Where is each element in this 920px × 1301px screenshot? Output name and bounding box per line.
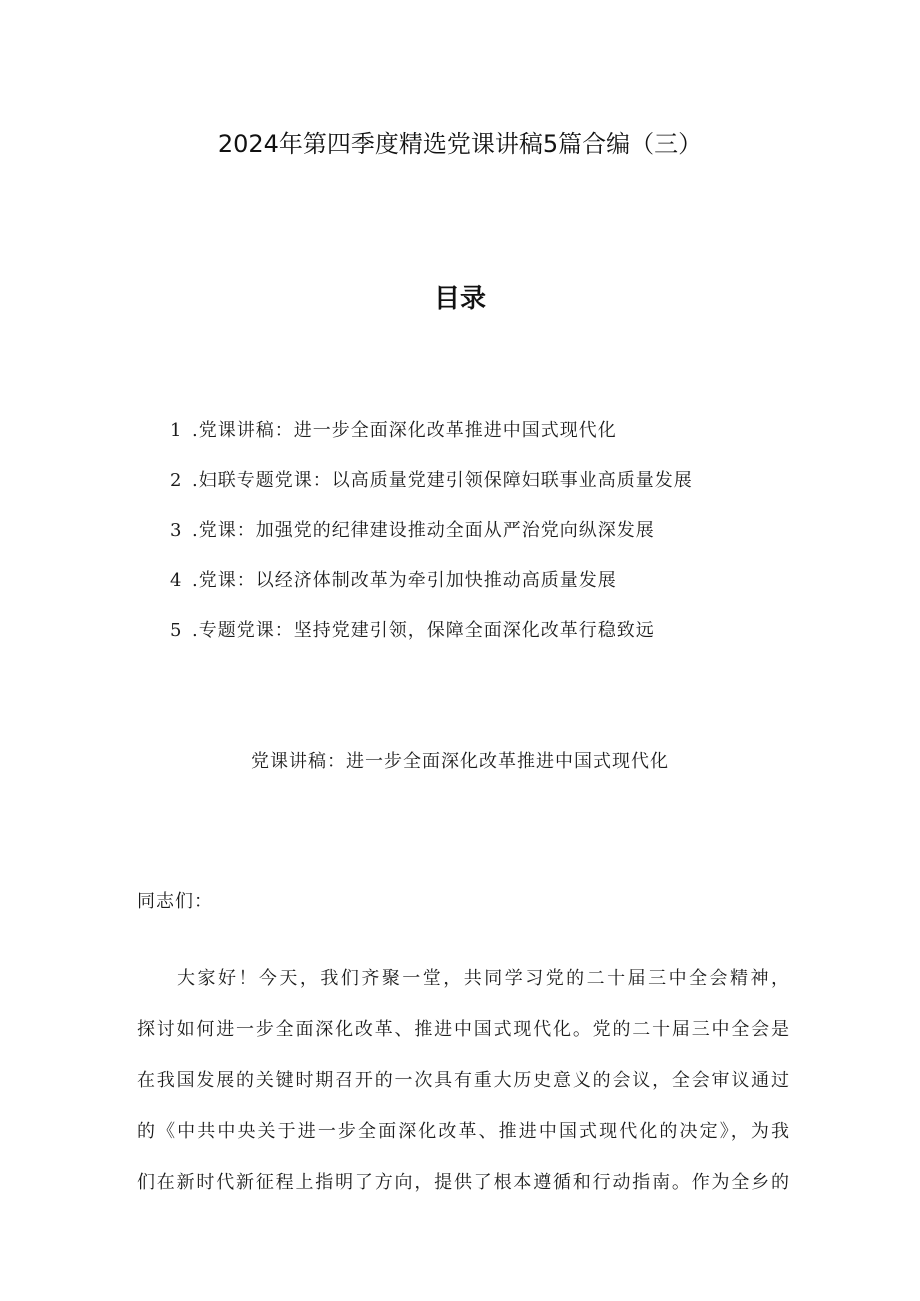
salutation: 同志们： [137, 891, 213, 912]
toc-item-number: 5 [170, 620, 183, 641]
body-line: 们在新时代新征程上指明了方向，提供了根本遵循和行动指南。作为全乡的 [137, 1172, 789, 1193]
toc-item-1 [170, 416, 870, 466]
toc-item-3 [170, 516, 870, 566]
toc-heading: 目录 [433, 284, 486, 314]
body-paragraph [137, 953, 789, 1208]
toc-item-4 [170, 566, 870, 616]
document-title: 2024年第四季度精选党课讲稿5篇合编（三） [217, 130, 703, 158]
table-of-contents [170, 416, 870, 666]
toc-item-number: 2 [170, 470, 183, 491]
body-line: 大家好！今天，我们齐聚一堂，共同学习党的二十届三中全会精神， [177, 968, 789, 989]
toc-item-text: .党课：以经济体制改革为牵引加快推动高质量发展 [192, 570, 617, 591]
body-line: 的《中共中央关于进一步全面深化改革、推进中国式现代化的决定》，为我 [137, 1121, 789, 1142]
toc-item-5 [170, 616, 870, 666]
toc-item-2 [170, 466, 870, 516]
section-title: 党课讲稿：进一步全面深化改革推进中国式现代化 [251, 751, 669, 772]
body-line: 探讨如何进一步全面深化改革、推进中国式现代化。党的二十届三中全会是 [137, 1019, 789, 1040]
toc-item-text: .妇联专题党课：以高质量党建引领保障妇联事业高质量发展 [192, 470, 693, 491]
toc-item-text: .党课讲稿：进一步全面深化改革推进中国式现代化 [192, 420, 617, 441]
toc-item-number: 4 [170, 570, 183, 591]
body-line: 在我国发展的关键时期召开的一次具有重大历史意义的会议，全会审议通过 [137, 1070, 789, 1091]
toc-item-text: .专题党课：坚持党建引领，保障全面深化改革行稳致远 [192, 620, 655, 641]
toc-item-text: .党课：加强党的纪律建设推动全面从严治党向纵深发展 [192, 520, 655, 541]
toc-item-number: 1 [170, 420, 183, 441]
toc-item-number: 3 [170, 520, 183, 541]
